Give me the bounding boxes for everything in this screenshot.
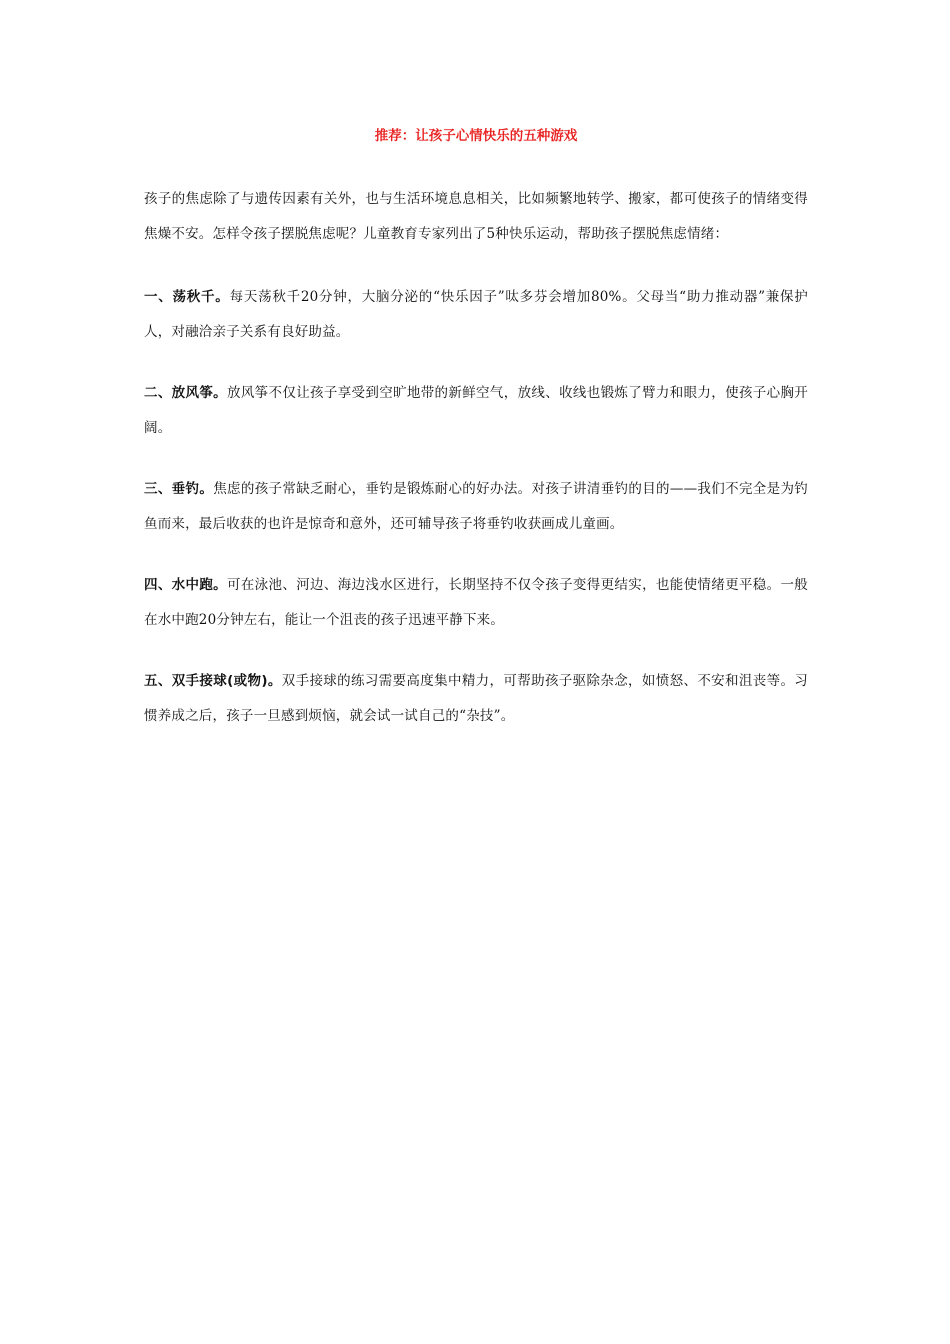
- section-catching: [144, 664, 808, 733]
- section-body: 每天荡秋千20分钟，大脑分泌的“快乐因子”呔多芬会增加80%。父母当“助力推动器”兼保护人，对融洽亲子关系有良好助益。: [144, 289, 809, 340]
- section-heading: 一、荡秋千。: [144, 289, 230, 305]
- section-body: 焦虑的孩子常缺乏耐心，垂钓是锻炼耐心的好办法。对孩子讲清垂钓的目的——我们不完全是为钓鱼而来，最后收获的也许是惊奇和意外，还可辅导孩子将垂钓收获画成儿童画。: [144, 481, 808, 532]
- intro-paragraph: 孩子的焦虑除了与遗传因素有关外，也与生活环境息息相关，比如频繁地转学、搬家，都可使孩子的情绪变得焦燥不安。怎样令孩子摆脱焦虑呢？儿童教育专家列出了5种快乐运动，帮助孩子摆脱焦虑情绪：: [144, 191, 808, 242]
- document-title: 推荐：让孩子心情快乐的五种游戏: [374, 128, 578, 144]
- section-fishing: [144, 472, 808, 541]
- section-body: 可在泳池、河边、海边浅水区进行，长期坚持不仅令孩子变得更结实，也能使情绪更平稳。一般在水中跑20分钟左右，能让一个沮丧的孩子迅速平静下来。: [144, 577, 808, 628]
- section-body: 双手接球的练习需要高度集中精力，可帮助孩子驱除杂念，如愤怒、不安和沮丧等。习惯养成之后，孩子一旦感到烦恼，就会试一试自己的“杂技”。: [144, 673, 808, 724]
- section-body: 放风筝不仅让孩子享受到空旷地带的新鲜空气，放线、收线也锻炼了臂力和眼力，使孩子心胸开阔。: [144, 385, 808, 436]
- section-kite: [144, 376, 808, 445]
- section-swing: [144, 280, 808, 349]
- section-heading: 四、水中跑。: [144, 577, 228, 593]
- section-water-running: [144, 568, 808, 637]
- section-heading: 三、垂钓。: [144, 481, 214, 497]
- section-heading: 五、双手接球(或物)。: [144, 673, 282, 689]
- section-heading: 二、放风筝。: [144, 385, 228, 401]
- document-content: [144, 124, 808, 760]
